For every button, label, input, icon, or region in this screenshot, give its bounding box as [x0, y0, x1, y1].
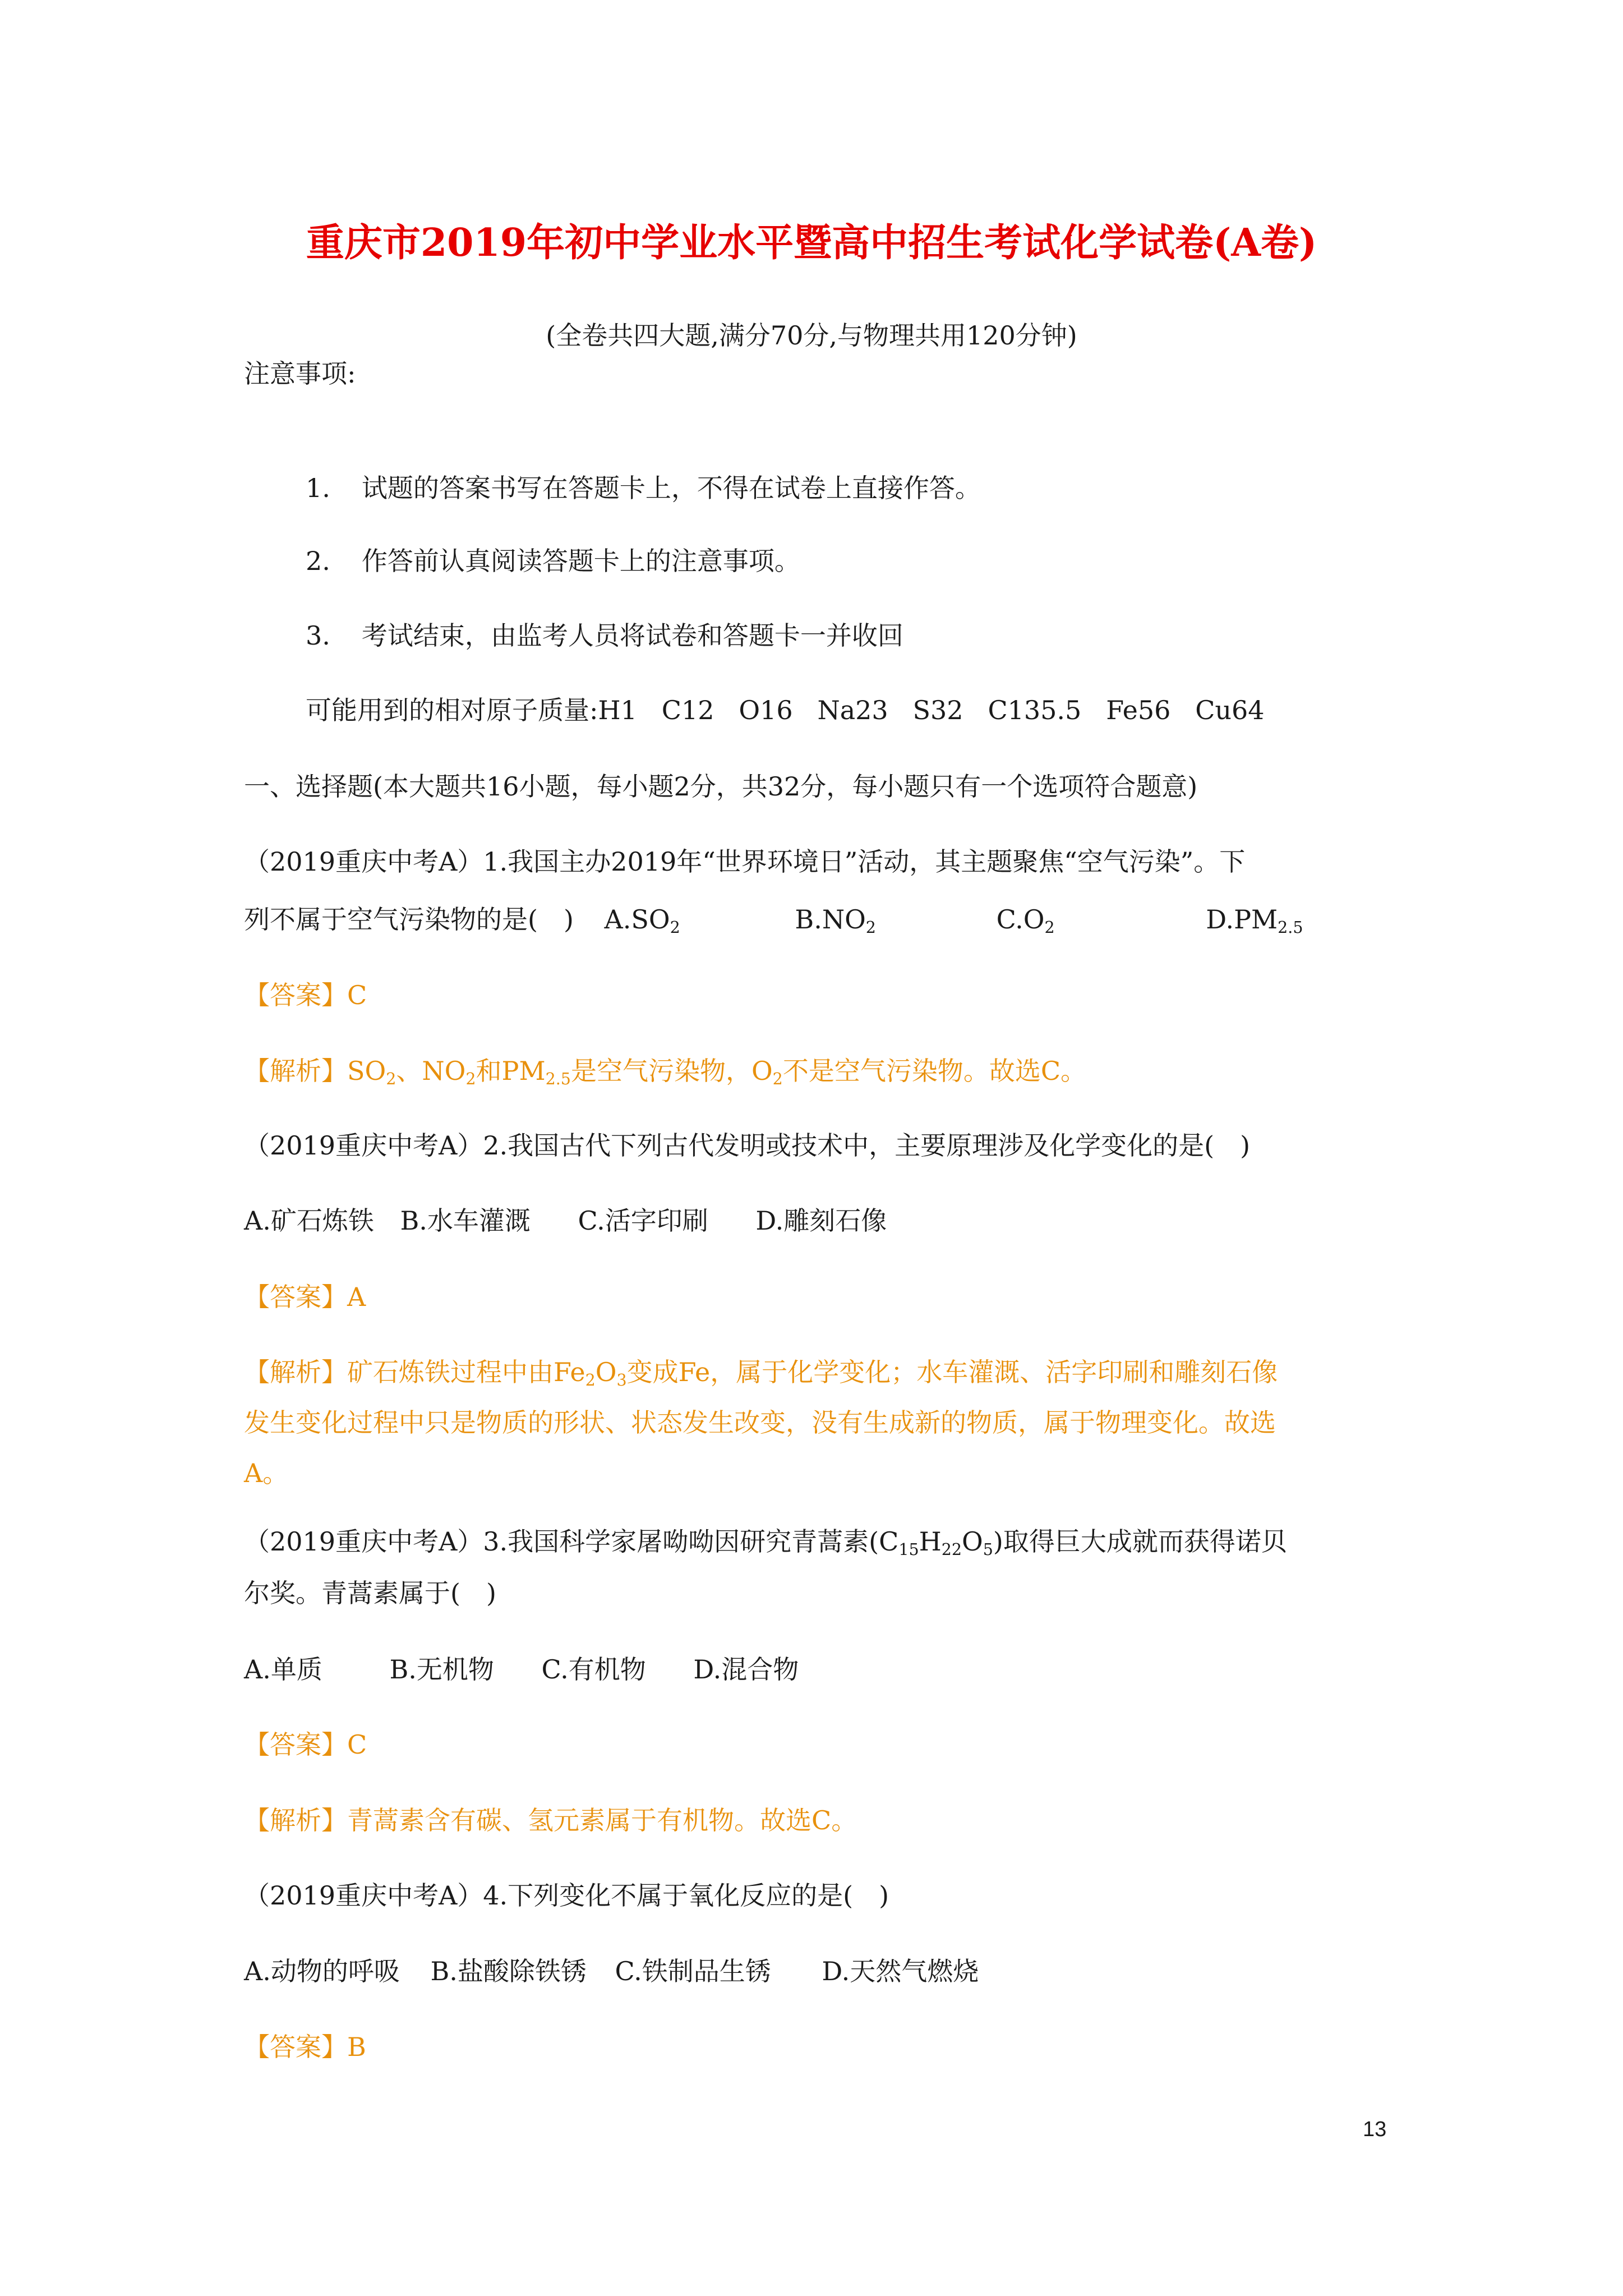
option-b: B.盐酸除铁锈 [430, 1956, 587, 1986]
answer-1: 【答案】C [244, 980, 367, 1010]
note-item-3 [306, 619, 903, 652]
page-number: 13 [1363, 2118, 1387, 2141]
question-4-options [244, 1954, 979, 1988]
question-3-options [244, 1653, 799, 1686]
answer-4: 【答案】B [244, 2032, 366, 2062]
answer-3: 【答案】C [244, 1729, 367, 1760]
section-heading: 一、选择题(本大题共16小题，每小题2分，共32分，每小题只有一个选项符合题意) [244, 771, 1198, 802]
option-a: A.动物的呼吸 [244, 1956, 400, 1986]
note-item-2 [306, 544, 800, 578]
option-d: D.雕刻石像 [755, 1205, 887, 1236]
option-a: $A.SO_2$ [604, 904, 680, 937]
question-3-line-1: （2019重庆中考A）3.我国科学家屠呦呦因研究青蒿素$(C_{15}H_{22}O_5)$取得巨大成就而获得诺贝 [244, 1526, 1287, 1559]
note-number: 2. [306, 546, 330, 576]
note-number: 1. [306, 473, 330, 503]
page-subtitle: (全卷共四大题,满分70分,与物理共用120分钟) [546, 320, 1077, 351]
answer-2: 【答案】A [244, 1282, 366, 1312]
option-b: $B.NO_2$ [795, 904, 876, 937]
question-3-line-2: 尔奖。青蒿素属于( ) [244, 1578, 496, 1608]
analysis-2-line-3: A。 [244, 1458, 289, 1488]
option-d: D.混合物 [693, 1654, 799, 1685]
option-a: A.单质 [244, 1654, 322, 1685]
notes-heading: 注意事项: [244, 358, 356, 389]
option-b: B.无机物 [389, 1654, 494, 1685]
option-c: $C.O_2$ [996, 904, 1055, 937]
option-c: C.有机物 [541, 1654, 646, 1685]
option-b: B.水车灌溉 [400, 1205, 531, 1236]
question-2-options [244, 1204, 887, 1237]
question-1-line-2 [244, 903, 1303, 936]
note-item-1 [306, 471, 981, 505]
option-a: A.矿石炼铁 [244, 1205, 374, 1236]
option-c: C.铁制品生锈 [615, 1956, 771, 1986]
question-1-stem: 列不属于空气污染物的是( ) [244, 904, 574, 935]
note-number: 3. [306, 620, 330, 651]
question-2-line-1: （2019重庆中考A）2.我国古代下列古代发明或技术中，主要原理涉及化学变化的是( ) [244, 1130, 1251, 1161]
note-text: 考试结束，由监考人员将试卷和答题卡一并收回 [361, 620, 903, 651]
option-d: $D.PM_{2.5}$ [1206, 904, 1303, 937]
analysis-2-line-2: 发生变化过程中只是物质的形状、状态发生改变，没有生成新的物质，属于物理变化。故选 [244, 1407, 1276, 1438]
question-1-line-1: （2019重庆中考A）1.我国主办2019年“世界环境日”活动，其主题聚焦“空气污染”。下 [244, 846, 1246, 877]
option-d: D.天然气燃烧 [822, 1956, 979, 1986]
option-c: C.活字印刷 [578, 1205, 708, 1236]
atomic-masses: 可能用到的相对原子质量:H1 C12 O16 Na23 S32 C135.5 Fe56 Cu64 [306, 695, 1265, 725]
question-4-line-1: （2019重庆中考A）4.下列变化不属于氧化反应的是( ) [244, 1880, 889, 1911]
analysis-3: 【解析】青蒿素含有碳、氢元素属于有机物。故选C。 [244, 1805, 857, 1835]
analysis-1: 【解析】$SO_2$、$NO_2$和$PM_{2.5}$是空气污染物，$O_2$不是空气污染物。故选C。 [244, 1056, 1087, 1088]
page-title: 重庆市2019年初中学业水平暨高中招生考试化学试卷(A卷) [306, 220, 1317, 265]
analysis-2-line-1: 【解析】矿石炼铁过程中由$Fe_2O_3$变成Fe，属于化学变化；水车灌溉、活字印刷和雕刻石像 [244, 1357, 1278, 1389]
note-text: 作答前认真阅读答题卡上的注意事项。 [361, 546, 800, 576]
note-text: 试题的答案书写在答题卡上，不得在试卷上直接作答。 [361, 473, 981, 503]
